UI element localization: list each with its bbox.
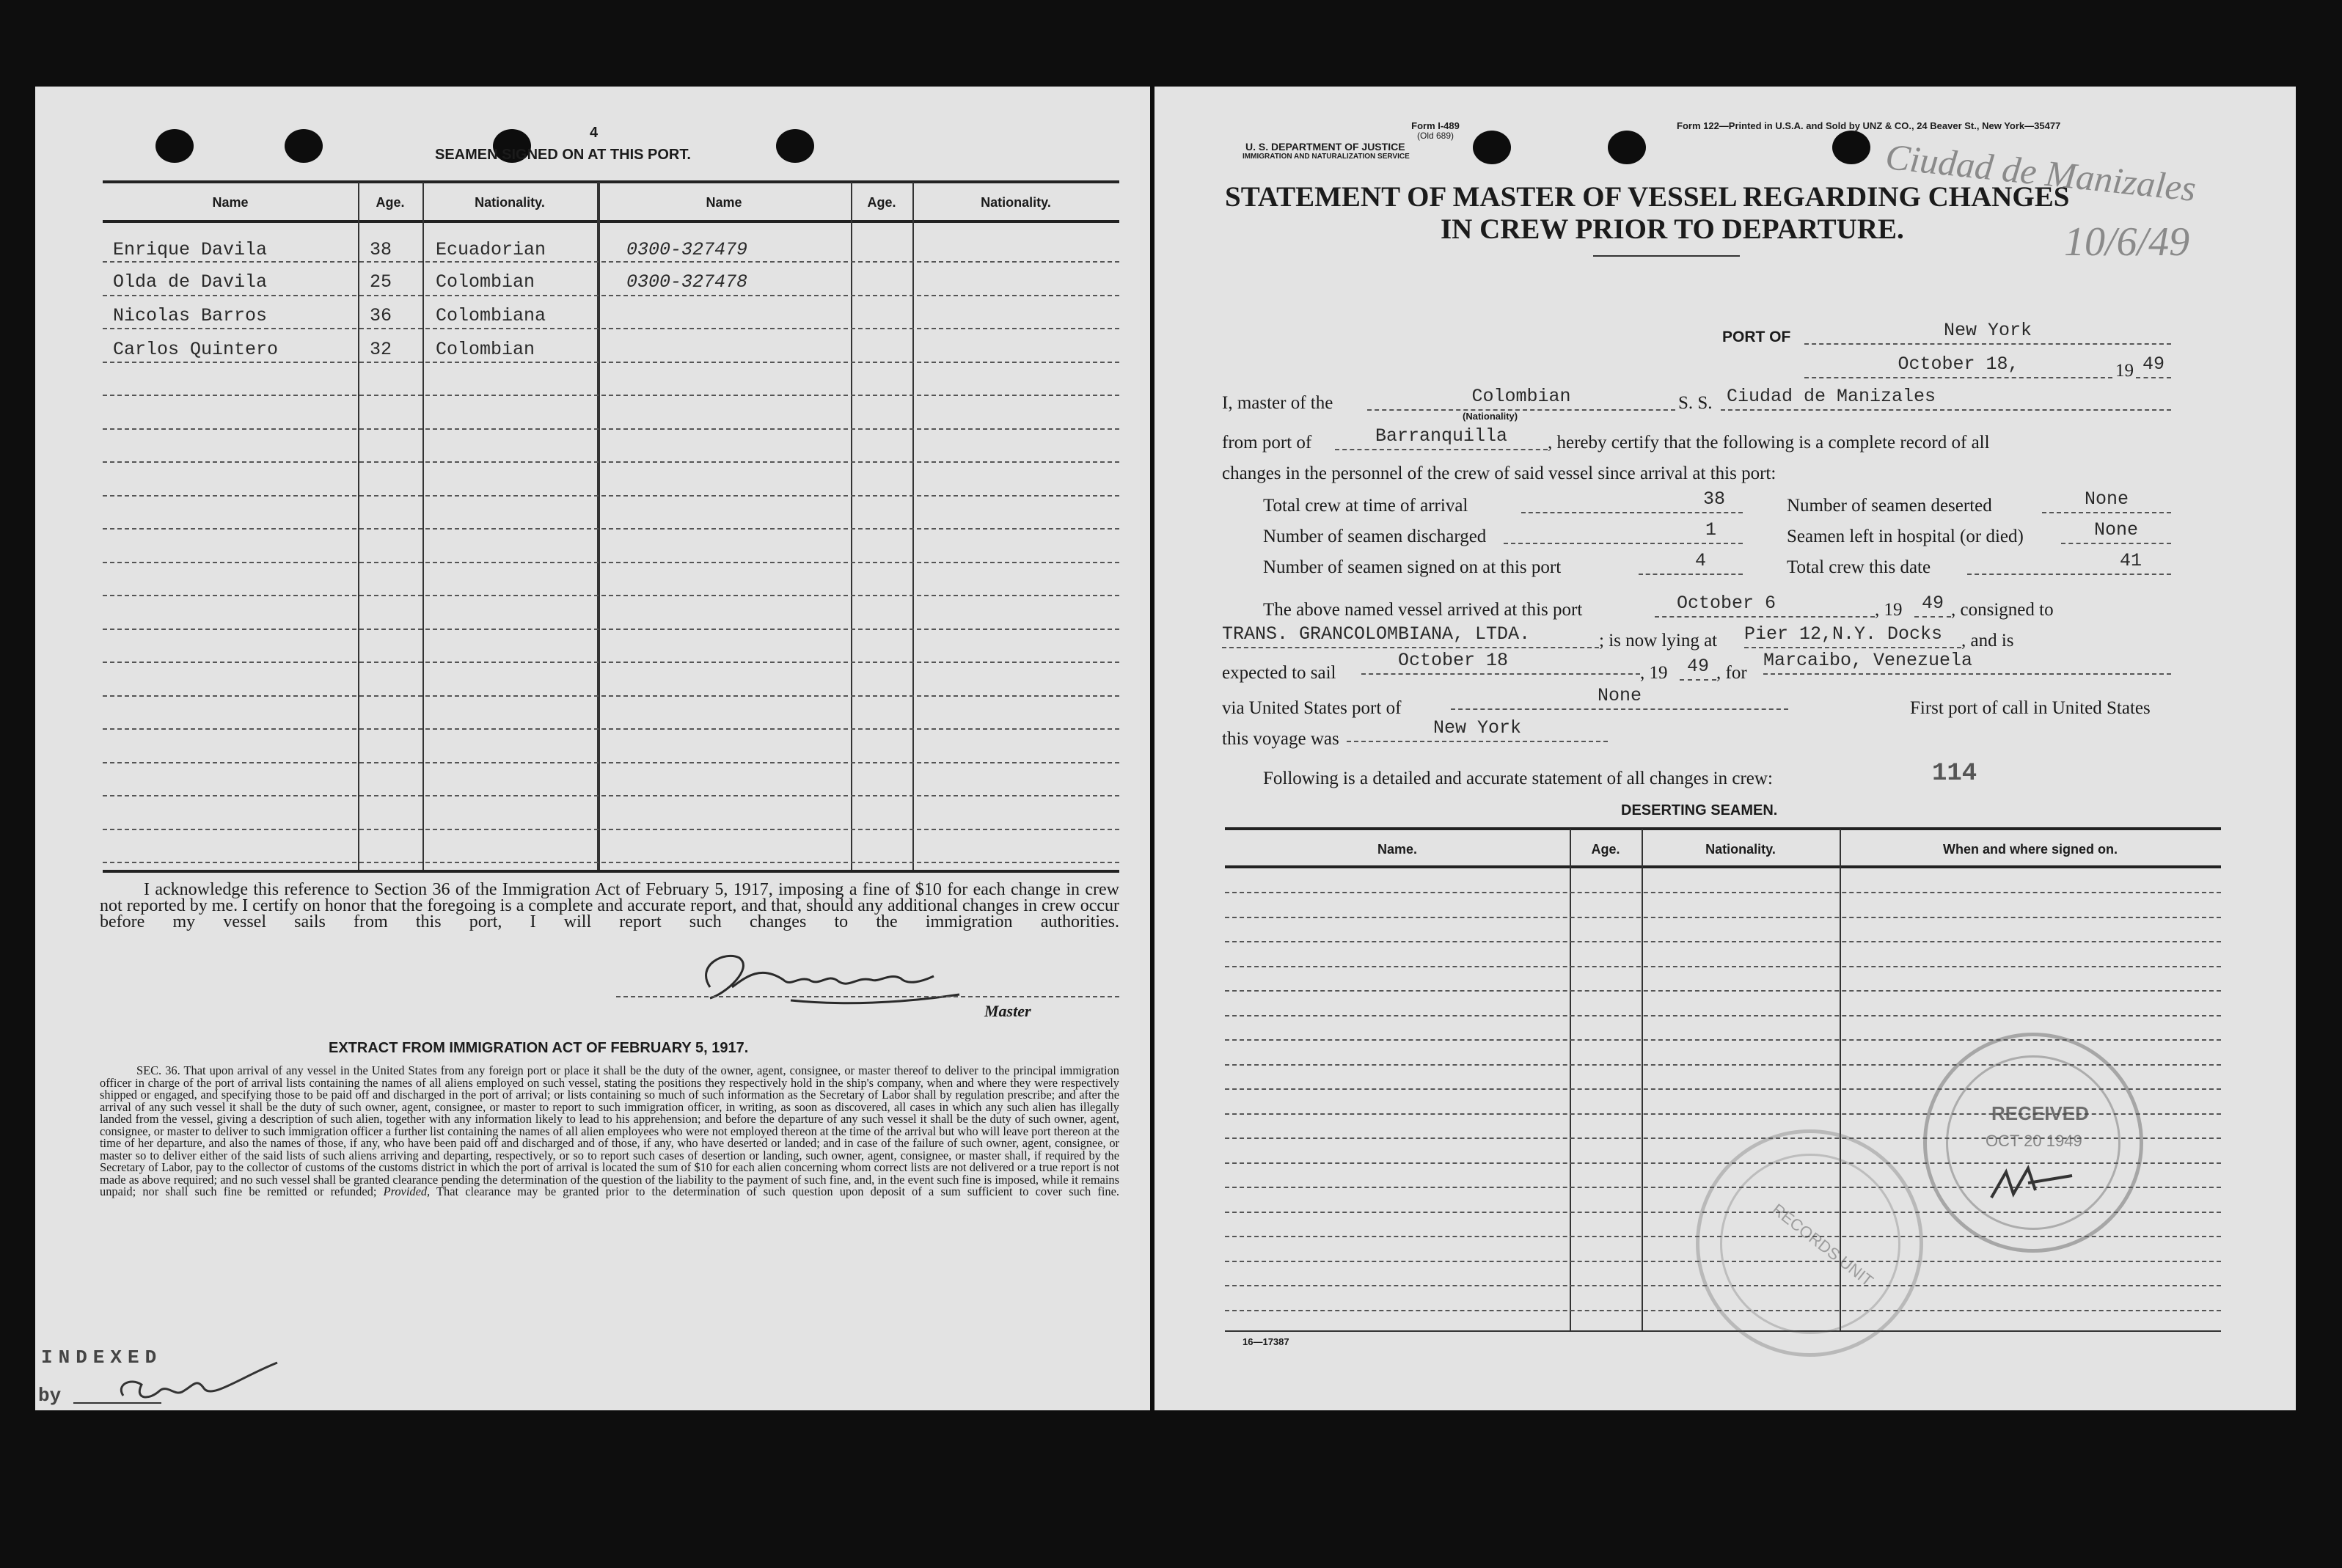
stamp-date-text: OCT 20 1949	[1986, 1132, 2082, 1150]
punch-hole	[155, 129, 194, 163]
port-field: New York	[1804, 321, 2171, 345]
table-rule	[103, 795, 1119, 796]
arrived-date-field: October 6	[1655, 594, 1875, 618]
table-rule	[103, 728, 1119, 730]
col-header-nationality: Nationality.	[475, 195, 545, 210]
col-header-nationality: Nationality.	[981, 195, 1051, 210]
discharged-field: 1	[1504, 521, 1743, 544]
first-port-label: First port of call in United States	[1910, 698, 2151, 718]
sail-year-field: 49	[1680, 657, 1716, 681]
sail-date-field: October 18	[1361, 651, 1640, 675]
table-rule	[103, 829, 1119, 830]
table-rule	[103, 862, 1119, 863]
lying-label: ; is now lying at	[1599, 631, 1718, 651]
hospital-label: Seamen left in hospital (or died)	[1787, 527, 2024, 546]
form-old: (Old 689)	[1416, 131, 1454, 141]
vessel-field: Ciudad de Manizales	[1721, 387, 2171, 411]
from-port-label: from port of	[1222, 433, 1312, 453]
following-label: Following is a detailed and accurate statement of all changes in crew:	[1263, 769, 1773, 788]
records-stamp	[1696, 1129, 1923, 1357]
destination-field: Marcaibo, Venezuela	[1763, 651, 2171, 675]
signed-on-label: Number of seamen signed on at this port	[1263, 557, 1562, 577]
seaman-nationality: Colombian	[436, 339, 535, 360]
changes-count: 114	[1932, 760, 1977, 788]
stamp-records-text: RECORDS UNIT	[1768, 1200, 1877, 1291]
col-header-name: Name	[212, 195, 249, 210]
form-number: Form I-489	[1411, 120, 1460, 131]
handwritten-date: 10/6/49	[2064, 219, 2190, 265]
right-page	[1154, 87, 2296, 1410]
col-header-age: Age.	[867, 195, 896, 210]
punch-hole	[285, 129, 323, 163]
col-header-when-where: When and where signed on.	[1942, 842, 2118, 857]
arrived-year-prefix: , 19	[1875, 600, 1903, 620]
seaman-name: Olda de Davila	[113, 271, 268, 293]
table-rule	[103, 528, 1119, 530]
table-rule	[103, 629, 1119, 630]
total-today-field: 41	[1967, 552, 2171, 575]
hospital-field: None	[2061, 521, 2171, 544]
via-label: via United States port of	[1222, 698, 1402, 718]
table-rule	[1225, 941, 2221, 942]
handwritten-number: 0300-327479	[626, 239, 748, 260]
page-number: 4	[590, 125, 599, 141]
table-rule	[103, 695, 1119, 697]
voyage-port-field: New York	[1347, 719, 1608, 742]
table-rule	[1225, 917, 2221, 918]
punch-hole	[776, 129, 814, 163]
consigned-label: , consigned to	[1951, 600, 2054, 620]
table-rule	[103, 562, 1119, 563]
certify-text: , hereby certify that the following is a complete record of all	[1548, 433, 1990, 453]
table-rule	[103, 295, 1119, 296]
deserted-label: Number of seamen deserted	[1787, 496, 1992, 516]
table-rule	[1225, 892, 2221, 893]
via-port-field: None	[1451, 686, 1788, 710]
deserted-field: None	[2042, 490, 2171, 513]
total-crew-arrival-field: 38	[1521, 490, 1743, 513]
voyage-label: this voyage was	[1222, 729, 1339, 749]
form-title-line1: STATEMENT OF MASTER OF VESSEL REGARDING CHANGES	[1225, 181, 2070, 213]
year-prefix: 19	[2115, 361, 2134, 381]
table-rule	[1225, 1015, 2221, 1016]
for-label: , for	[1716, 663, 1747, 683]
table-rule	[103, 461, 1119, 463]
col-header-age: Age.	[376, 195, 405, 210]
signed-on-field: 4	[1639, 552, 1743, 575]
master-prefix: I, master of the	[1222, 393, 1333, 413]
received-stamp	[1923, 1033, 2143, 1253]
table-rule	[103, 428, 1119, 430]
extract-title: EXTRACT FROM IMMIGRATION ACT OF FEBRUARY 5, 1917.	[329, 1040, 749, 1056]
table-rule	[103, 762, 1119, 763]
sail-label: expected to sail	[1222, 663, 1336, 683]
printer-line: Form 122—Printed in U.S.A. and Sold by UNZ & CO., 24 Beaver St., New York—35477	[1677, 120, 2061, 131]
stamp-initials	[1984, 1161, 2087, 1212]
date-field: October 18,	[1804, 355, 2112, 378]
seaman-name: Enrique Davila	[113, 239, 268, 260]
left-page	[35, 87, 1150, 1410]
extract-label: SEC. 36.	[136, 1063, 180, 1077]
seaman-nationality: Colombian	[436, 271, 535, 293]
ss-label: S. S.	[1678, 393, 1713, 413]
table-rule	[103, 595, 1119, 596]
nationality-caption: (Nationality)	[1463, 411, 1518, 422]
sail-year-prefix: , 19	[1640, 663, 1668, 683]
stamp-received-text: RECEIVED	[1991, 1102, 2089, 1124]
from-port-field: Barranquilla	[1335, 427, 1548, 450]
seaman-age: 38	[370, 239, 392, 260]
and-is-label: , and is	[1961, 631, 2014, 651]
total-today-label: Total crew this date	[1787, 557, 1931, 577]
table-rule	[1225, 990, 2221, 992]
col-header-nationality: Nationality.	[1705, 842, 1776, 857]
changes-text: changes in the personnel of the crew of said vessel since arrival at this port:	[1222, 464, 1776, 483]
by-label: by	[38, 1385, 62, 1407]
punch-hole	[1832, 131, 1870, 164]
table-rule	[103, 662, 1119, 663]
master-signature	[681, 936, 989, 1016]
seaman-name: Nicolas Barros	[113, 305, 268, 326]
seaman-nationality: Colombiana	[436, 305, 546, 326]
year-field: 49	[2136, 355, 2171, 378]
discharged-label: Number of seamen discharged	[1263, 527, 1487, 546]
arrived-label: The above named vessel arrived at this port	[1263, 600, 1583, 620]
seaman-age: 25	[370, 271, 392, 293]
table-rule	[103, 328, 1119, 329]
section-title: SEAMEN SIGNED ON AT THIS PORT.	[435, 147, 691, 163]
nationality-field: Colombian	[1367, 387, 1675, 411]
deserting-title: DESERTING SEAMEN.	[1621, 802, 1778, 818]
initials-signature	[94, 1355, 285, 1414]
table-rule	[103, 395, 1119, 396]
handwritten-number: 0300-327478	[626, 271, 748, 293]
table-rule	[103, 362, 1119, 363]
arrived-year-field: 49	[1914, 594, 1951, 618]
handwritten-ship-name: Ciudad de Manizales	[1884, 135, 2198, 210]
lying-field: Pier 12,N.Y. Docks	[1744, 625, 1961, 648]
form-footer: 16—17387	[1243, 1336, 1289, 1347]
indexed-label: INDEXED	[41, 1347, 163, 1369]
consignee-field: TRANS. GRANCOLOMBIANA, LTDA.	[1222, 625, 1599, 648]
service: IMMIGRATION AND NATURALIZATION SERVICE	[1243, 153, 1410, 161]
seaman-age: 32	[370, 339, 392, 360]
port-label: PORT OF	[1722, 329, 1791, 345]
department: U. S. DEPARTMENT OF JUSTICE	[1245, 141, 1405, 153]
total-crew-arrival-label: Total crew at time of arrival	[1263, 496, 1468, 516]
signature-label: Master	[984, 1002, 1031, 1020]
acknowledgment-text: I acknowledge this reference to Section 36 of the Immigration Act of February 5, 1917, imposing a fine of $10 for each change in crew not reported by me. I certify on honor that the foregoing is a complete and accurate report, and that, should any additional changes in crew occur before my vessel sails from this port, I will report such changes to the immigration authorities.	[100, 880, 1119, 931]
table-rule	[1225, 966, 2221, 967]
seaman-name: Carlos Quintero	[113, 339, 279, 360]
table-rule	[103, 495, 1119, 497]
punch-hole	[1608, 131, 1646, 164]
table-rule	[103, 261, 1119, 263]
col-header-name: Name	[706, 195, 742, 210]
seaman-age: 36	[370, 305, 392, 326]
extract-text: SEC. 36. That upon arrival of any vessel in the United States from any foreign port or place it shall be the duty of the owner, agent, consignee, or master thereof to deliver to the principal immigration officer in charge of the port of arrival lists containing the names of all aliens employed on such vessel, stating the positions they respectively hold in the ship's company, when and where they were respectively shipped or engaged, and specifying those to be paid off and discharged in the port of arrival; or lists containing so much of such information as the Secretary of Labor shall by regulation prescribe; and after the arrival of any such vessel it shall be the duty of such owner, agent, consignee, or master to report to such immigration officer, in writing, as soon as discovered, all cases in which any such alien has illegally landed from the vessel, giving a description of such alien, together with any information likely to lead to his apprehension; and before the departure of any such vessel it shall be the duty of such owner, agent, consignee, or master to deliver to such immigration officer a further list containing the names of all alien employees who were not employed thereon at the time of the arrival but who will leave port thereon at the time of her departure, and also the names of those, if any, who have been paid off and discharged and of those, if any, who have deserted or landed; and in case of the failure of such owner, agent, consignee, or master so to deliver either of the said lists of such aliens arriving and departing, respectively, or so to report such cases of desertion or landing, such owner, agent, consignee, or master shall, if required by the Secretary of Labor, pay to the collector of customs of the customs district in which the port of arrival is located the sum of $10 for each alien concerning whom correct lists are not delivered or a true report is not made as above required; and no such vessel shall be granted clearance pending the determination of the question of the liability to the payment of such fine, and, in the event such fine is imposed, while it remains unpaid; nor shall such fine be remitted or refunded; Provided, That clearance may be granted prior to the determination of such question upon deposit of a sum sufficient to cover such fine.	[100, 1063, 1119, 1198]
form-title-line2: IN CREW PRIOR TO DEPARTURE.	[1441, 213, 1904, 245]
seaman-nationality: Ecuadorian	[436, 239, 546, 260]
col-header-age: Age.	[1591, 842, 1620, 857]
col-header-name: Name.	[1377, 842, 1418, 857]
